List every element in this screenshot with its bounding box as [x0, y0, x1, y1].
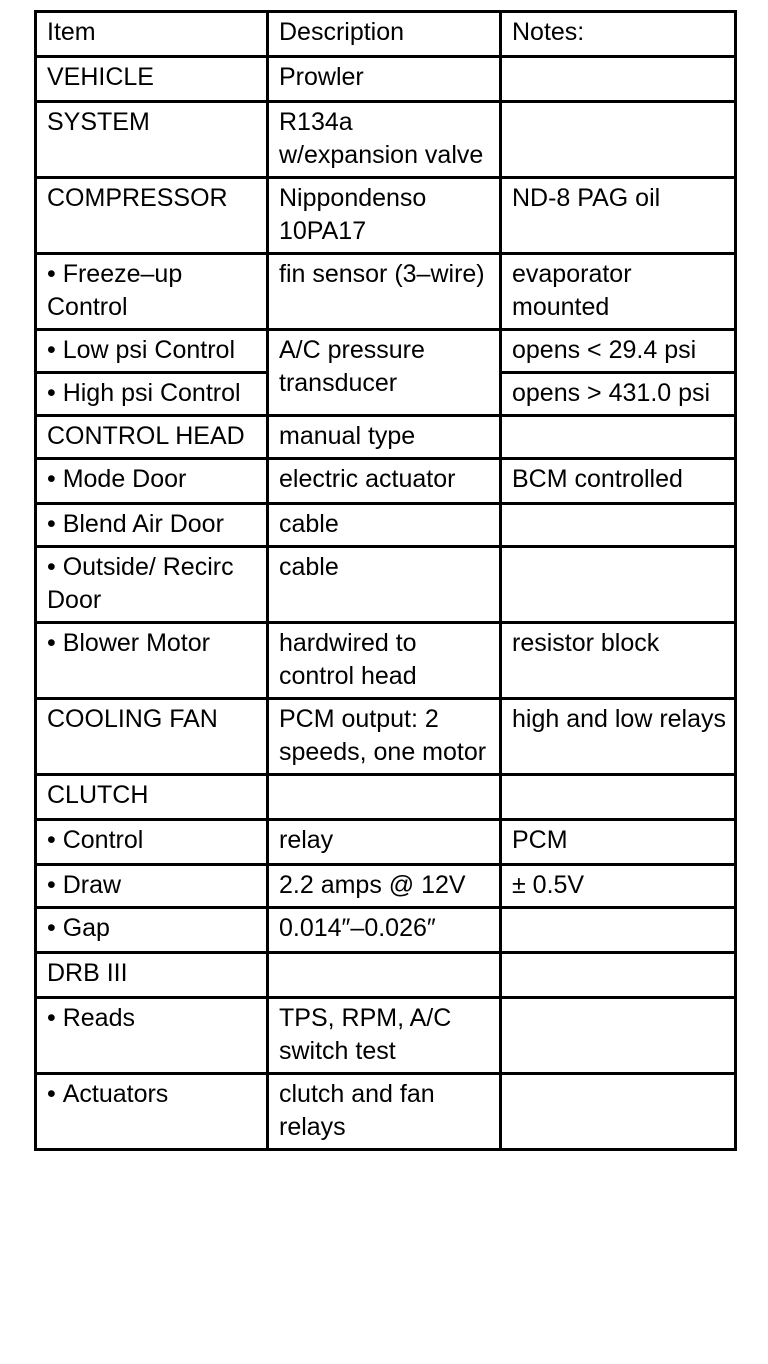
header-description: Description	[268, 12, 501, 57]
description-cell	[268, 775, 501, 820]
description-cell: hardwired to control head	[268, 623, 501, 699]
description-cell: TPS, RPM, A/C switch test	[268, 998, 501, 1074]
notes-cell	[501, 102, 736, 178]
table-row	[36, 775, 736, 820]
table-row	[36, 330, 736, 373]
notes-cell	[501, 998, 736, 1074]
description-cell: 2.2 amps @ 12V	[268, 865, 501, 908]
description-cell: Prowler	[268, 57, 501, 102]
item-cell: • Outside/ Recirc Door	[36, 547, 268, 623]
item-cell: CLUTCH	[36, 775, 268, 820]
description-cell	[268, 953, 501, 998]
item-cell: • Reads	[36, 998, 268, 1074]
table-row	[36, 459, 736, 504]
notes-cell	[501, 57, 736, 102]
description-cell: fin sensor (3–wire)	[268, 254, 501, 330]
item-cell: COMPRESSOR	[36, 178, 268, 254]
notes-cell	[501, 547, 736, 623]
description-cell: Nippondenso 10PA17	[268, 178, 501, 254]
description-cell: manual type	[268, 416, 501, 459]
notes-cell: opens < 29.4 psi	[501, 330, 736, 373]
header-row	[36, 12, 736, 57]
notes-cell: evaporator mounted	[501, 254, 736, 330]
item-cell: DRB III	[36, 953, 268, 998]
notes-cell	[501, 775, 736, 820]
item-cell: • High psi Control	[36, 373, 268, 416]
notes-cell: ND-8 PAG oil	[501, 178, 736, 254]
table-row	[36, 504, 736, 547]
description-cell: cable	[268, 547, 501, 623]
item-cell: • Draw	[36, 865, 268, 908]
item-cell: COOLING FAN	[36, 699, 268, 775]
item-cell: • Mode Door	[36, 459, 268, 504]
notes-cell: resistor block	[501, 623, 736, 699]
item-cell: • Blower Motor	[36, 623, 268, 699]
table-row	[36, 178, 736, 254]
item-cell: SYSTEM	[36, 102, 268, 178]
description-cell: PCM output: 2 speeds, one motor	[268, 699, 501, 775]
table-row	[36, 1074, 736, 1150]
table-row	[36, 416, 736, 459]
header-notes: Notes:	[501, 12, 736, 57]
table-row	[36, 254, 736, 330]
description-cell: 0.014″–0.026″	[268, 908, 501, 953]
notes-cell: ± 0.5V	[501, 865, 736, 908]
item-cell: VEHICLE	[36, 57, 268, 102]
table-row	[36, 953, 736, 998]
table-row	[36, 699, 736, 775]
description-cell: cable	[268, 504, 501, 547]
item-cell: • Control	[36, 820, 268, 865]
description-cell: A/C pressure transducer	[268, 330, 501, 416]
notes-cell	[501, 416, 736, 459]
item-cell: CONTROL HEAD	[36, 416, 268, 459]
table-row	[36, 820, 736, 865]
notes-cell	[501, 953, 736, 998]
table-row	[36, 547, 736, 623]
description-cell: R134a w/expansion valve	[268, 102, 501, 178]
table-row	[36, 998, 736, 1074]
spec-table	[34, 10, 737, 1151]
item-cell: • Blend Air Door	[36, 504, 268, 547]
table-row	[36, 865, 736, 908]
table-row	[36, 102, 736, 178]
notes-cell: high and low relays	[501, 699, 736, 775]
notes-cell: opens > 431.0 psi	[501, 373, 736, 416]
item-cell: • Actuators	[36, 1074, 268, 1150]
table-row	[36, 623, 736, 699]
description-cell: electric actuator	[268, 459, 501, 504]
description-cell: relay	[268, 820, 501, 865]
notes-cell	[501, 1074, 736, 1150]
notes-cell: BCM controlled	[501, 459, 736, 504]
header-item: Item	[36, 12, 268, 57]
item-cell: • Low psi Control	[36, 330, 268, 373]
table-row	[36, 57, 736, 102]
table-row	[36, 908, 736, 953]
item-cell: • Freeze–up Control	[36, 254, 268, 330]
item-cell: • Gap	[36, 908, 268, 953]
notes-cell	[501, 504, 736, 547]
description-cell: clutch and fan relays	[268, 1074, 501, 1150]
notes-cell: PCM	[501, 820, 736, 865]
notes-cell	[501, 908, 736, 953]
